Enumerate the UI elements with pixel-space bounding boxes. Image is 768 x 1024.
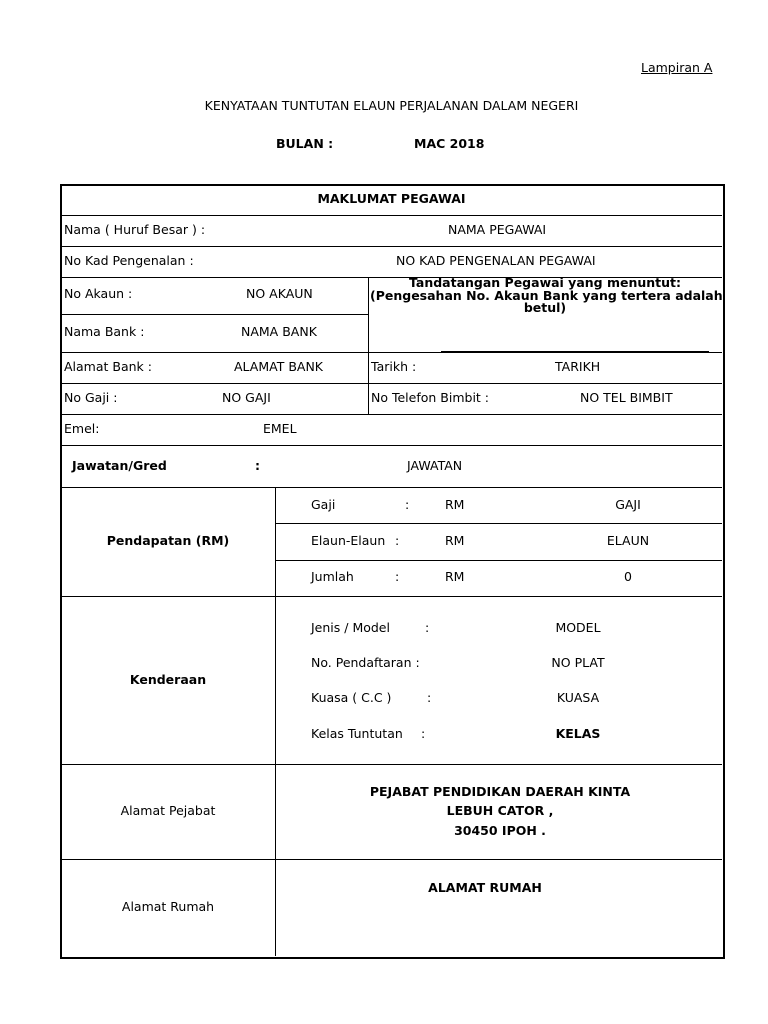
phone-value: NO TEL BIMBIT — [580, 390, 673, 405]
divider — [61, 314, 368, 315]
signature-line — [441, 351, 709, 352]
bank-address-label: Alamat Bank : — [64, 359, 152, 374]
office-label: Alamat Pejabat — [120, 803, 216, 818]
divider — [61, 445, 722, 446]
income-item-label: Jumlah — [311, 569, 354, 584]
divider — [61, 352, 722, 353]
ic-label: No Kad Pengenalan : — [64, 253, 194, 268]
salary-no-value: NO GAJI — [222, 390, 271, 405]
income-item-label: Gaji — [311, 497, 336, 512]
divider — [275, 523, 722, 524]
divider — [61, 246, 722, 247]
date-value: TARIKH — [555, 359, 601, 374]
income-item-value: ELAUN — [606, 533, 650, 548]
divider — [275, 560, 722, 561]
month-value: MAC 2018 — [414, 136, 485, 151]
income-label: Pendapatan (RM) — [106, 533, 230, 548]
name-label: Nama ( Huruf Besar ) : — [64, 222, 206, 237]
income-item-colon: : — [405, 497, 410, 512]
signature-caption-3: betul) — [523, 300, 567, 315]
phone-label: No Telefon Bimbit : — [371, 390, 489, 405]
income-item-label: Elaun-Elaun — [311, 533, 386, 548]
income-item-value: GAJI — [615, 497, 641, 512]
signature-caption-2: (Pengesahan No. Akaun Bank yang tertera adalah — [370, 288, 723, 303]
bank-label: Nama Bank : — [64, 324, 145, 339]
vehicle-item-value: KUASA — [556, 690, 600, 705]
divider — [61, 859, 722, 860]
position-label: Jawatan/Gred — [72, 458, 167, 473]
bank-address-value: ALAMAT BANK — [234, 359, 324, 374]
divider — [61, 764, 722, 765]
vehicle-item-colon: : — [425, 620, 430, 635]
salary-no-label: No Gaji : — [64, 390, 118, 405]
divider — [61, 215, 722, 216]
vehicle-item-value: KELAS — [555, 726, 601, 741]
bank-value: NAMA BANK — [241, 324, 317, 339]
position-value: JAWATAN — [407, 458, 463, 473]
income-item-currency: RM — [445, 533, 465, 548]
divider — [61, 383, 722, 384]
home-address-value: ALAMAT RUMAH — [428, 880, 542, 895]
vehicle-item-label: Kuasa ( C.C ) — [311, 690, 392, 705]
income-item-currency: RM — [445, 569, 465, 584]
vehicle-item-value: MODEL — [555, 620, 601, 635]
email-label: Emel: — [64, 421, 100, 436]
income-item-colon: : — [395, 569, 400, 584]
divider — [61, 414, 722, 415]
position-colon: : — [255, 458, 260, 473]
divider — [61, 487, 722, 488]
vehicle-label: Kenderaan — [129, 672, 207, 687]
vehicle-item-colon: : — [427, 690, 432, 705]
signature-caption-1: Tandatangan Pegawai yang menuntut: — [408, 275, 682, 290]
income-item-colon: : — [395, 533, 400, 548]
page-title: KENYATAAN TUNTUTAN ELAUN PERJALANAN DALAM NEGERI — [204, 98, 579, 113]
name-value: NAMA PEGAWAI — [448, 222, 547, 237]
office-address-line-2: LEBUH CATOR , — [446, 803, 554, 818]
month-label: BULAN : — [276, 136, 334, 151]
divider — [368, 277, 369, 414]
account-label: No Akaun : — [64, 286, 133, 301]
vehicle-item-label: No. Pendaftaran : — [311, 655, 420, 670]
vehicle-item-value: NO PLAT — [551, 655, 605, 670]
office-address-line-3: 30450 IPOH . — [454, 823, 546, 838]
section-title: MAKLUMAT PEGAWAI — [317, 191, 466, 206]
account-value: NO AKAUN — [246, 286, 313, 301]
email-value: EMEL — [263, 421, 297, 436]
vehicle-item-colon: : — [421, 726, 426, 741]
annex-label: Lampiran A — [641, 60, 713, 75]
divider — [275, 487, 276, 956]
date-label: Tarikh : — [371, 359, 417, 374]
income-item-currency: RM — [445, 497, 465, 512]
office-address-line-1: PEJABAT PENDIDIKAN DAERAH KINTA — [369, 784, 631, 799]
vehicle-item-label: Kelas Tuntutan — [311, 726, 403, 741]
divider — [61, 596, 722, 597]
income-item-value: 0 — [624, 569, 632, 584]
ic-value: NO KAD PENGENALAN PEGAWAI — [396, 253, 596, 268]
home-label: Alamat Rumah — [121, 899, 215, 914]
vehicle-item-label: Jenis / Model — [311, 620, 390, 635]
